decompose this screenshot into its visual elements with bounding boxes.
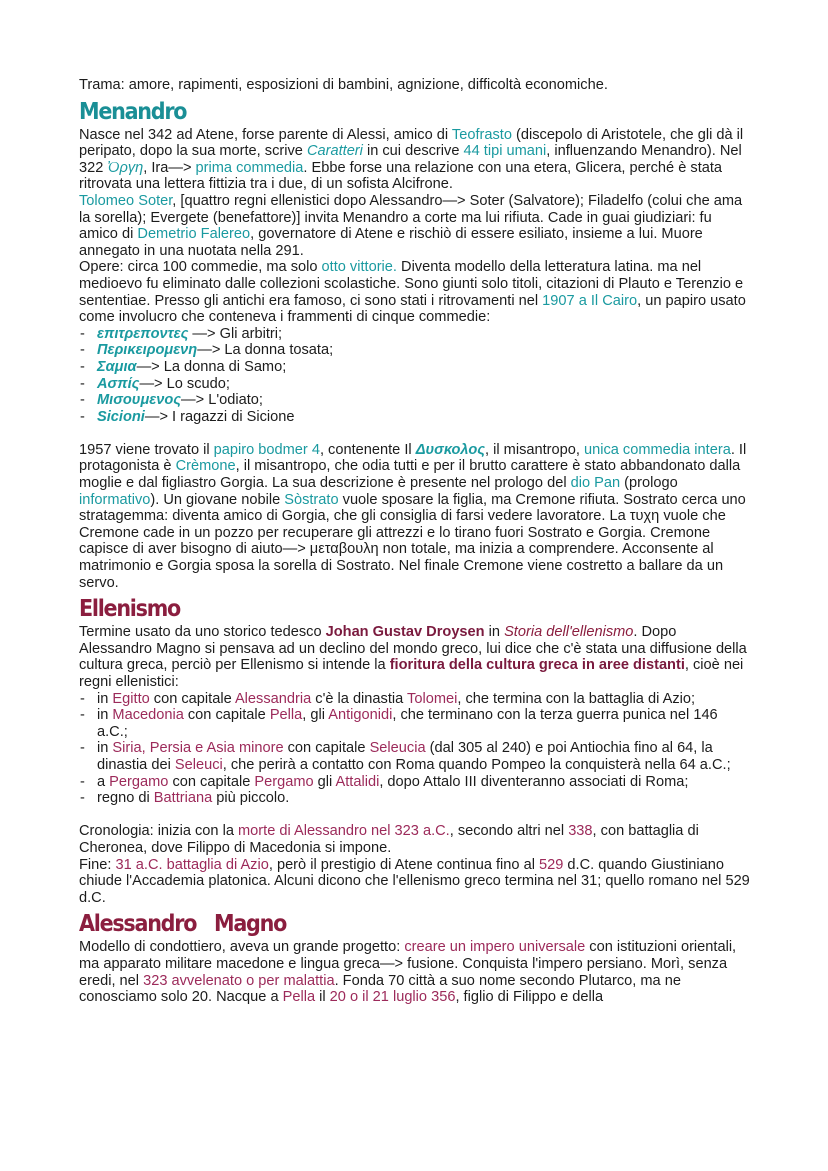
highlight-sostrato: Sòstrato [284,491,339,508]
list-item: - Σαμια—> La donna di Samo; [79,359,750,376]
highlight-caratteri: Caratteri [306,143,363,160]
spacer [79,425,750,442]
menandro-bio-paragraph: Nasce nel 342 ad Atene, forse parente di Alessi, amico di Teofrasto (discepolo di Aristotele, che gli dà il peripato, dopo la sua morte, scrive Caratteri in cui descrive 44 tipi umani, influenzando Menandro). Nel 322 Ὀργη, Ira—> prima commedia. Ebbe forse una relazione con una etera, Glicera, perché è stata ritrovata una lettera fittizia tra i due, di un sofista Alcifrone. [79,126,744,193]
highlight-papiro-bodmer: papiro bodmer 4 [213,441,320,458]
list-item: - Περικειρομενη—> La donna tosata; [79,342,750,359]
highlight-azio: 31 a.C. battaglia di Azio [115,856,269,873]
highlight-tipi-umani: 44 tipi umani [463,143,547,160]
highlight-impero-universale: creare un impero universale [404,939,586,956]
highlight-otto-vittorie: otto vittorie. [321,259,397,276]
highlight-dio-pan: dio Pan [570,475,621,492]
list-item: - in Egitto con capitale Alessandria c'è la dinastia Tolomei, che termina con la battaglia di Azio; [79,691,750,708]
regni-list [79,691,750,807]
highlight-luglio-356: 20 o il 21 luglio 356 [329,989,456,1006]
highlight-prima-commedia: prima commedia [195,159,304,176]
highlight-529: 529 [539,856,564,873]
highlight-fioritura: fioritura della cultura greca in aree distanti [389,657,685,674]
list-item: - a Pergamo con capitale Pergamo gli Attalidi, dopo Attalo III diventeranno associati di Roma; [79,774,750,791]
list-item: - Μισουμενος—> L'odiato; [79,392,750,409]
highlight-323: 323 avvelenato o per malattia [143,972,335,989]
section-title-ellenismo: Ellenismo [79,596,180,623]
highlight-dyskolos: Δυσκολος [415,441,486,458]
highlight-pella: Pella [282,989,316,1006]
list-item: - Ασπίς—> Lo scudo; [79,376,750,393]
list-item: - in Macedonia con capitale Pella, gli Antigonidi, che terminano con la terza guerra punica nel 146 a.C.; [79,707,750,740]
alessandro-paragraph: Modello di condottiero, aveva un grande progetto: creare un impero universale con istituzioni orientali, ma apparato militare macedone e lingua greca—> fusione. Conquista l'impero persiano. Morì, senza eredi, nel 323 avvelenato o per malattia. Fonda 70 città a suo nome secondo Plutarco, ma ne conosciamo solo 20. Nacque a Pella il 20 o il 21 luglio 356, figlio di Filippo e della [79,939,737,1006]
highlight-teofrasto: Teofrasto [451,126,512,143]
highlight-demetrio-falereo: Demetrio Falereo [137,226,251,243]
list-item: - Sicioni—> I ragazzi di Sicione [79,409,750,426]
highlight-tolomeo-soter: Tolomeo Soter [79,192,173,209]
menandro-tolomeo-paragraph: Tolomeo Soter, [quattro regni ellenistici dopo Alessandro—> Soter (Salvatore); Filadelfo (colui che ama la sorella); Evergete (benefattore)] invita Menandro a corte ma lui rifiuta. Cade in guai giudiziari: fu amico di Demetrio Falereo, governatore di Atene e rischiò di essere esiliato, insieme a lui. Muore annegato in una nuotata nella 291. [79,192,743,259]
highlight-droysen: Johan Gustav Droysen [325,624,485,641]
highlight-morte-alessandro: morte di Alessandro nel 323 a.C. [238,823,450,840]
cronologia-paragraph: Cronologia: inizia con la morte di Alessandro nel 323 a.C., secondo altri nel 338, con battaglia di Cheronea, dove Filippo di Macedonia si impone. [79,823,699,856]
list-item: - in Siria, Persia e Asia minore con capitale Seleucia (dal 305 al 240) e poi Antiochia fino al 64, la dinastia dei Seleuci, che perirà a contatto con Roma quando Pompeo la conquisterà nella 64 a.C.; [79,740,750,773]
highlight-338: 338 [568,823,593,840]
list-item: - regno di Battriana più piccolo. [79,790,750,807]
fine-paragraph: Fine: 31 a.C. battaglia di Azio, però il prestigio di Atene continua fino al 529 d.C. quando Giustiniano chiude l'Accademia platonica. Alcuni dicono che l'ellenismo greco termina nel 31; quello romano nel 529 d.C. [79,856,750,906]
spacer [79,807,750,824]
highlight-unica-commedia: unica commedia intera [583,441,731,458]
ellenismo-intro-paragraph: Termine usato da uno storico tedesco Johan Gustav Droysen in Storia dell'ellenismo. Dopo Alessandro Magno si pensava ad un declino del mondo greco, lui dice che c'è stata una diffusione della cultura greca, perciò per Ellenismo si intende la fioritura della cultura greca in aree distanti, cioè nei regni ellenistici: [79,624,747,690]
highlight-informativo: informativo [79,491,151,508]
highlight-orge: Ὀργη [107,159,144,176]
trama-paragraph: Trama: amore, rapimenti, esposizioni di bambini, agnizione, difficoltà economiche. [79,77,608,93]
highlight-1907-cairo: 1907 a Il Cairo [542,292,638,309]
menandro-opere-paragraph: Opere: circa 100 commedie, ma solo otto vittorie. Diventa modello della letteratura latina. ma nel medioevo fu eliminato dalle collezioni scolastiche. Sono giunti solo titoli, citazioni di Plauto e Terenzio e sententiae. Presso gli antichi era famoso, ci sono stati i ritrovamenti nel 1907 a Il Cairo, un papiro usato come involucro che conteneva i frammenti di cinque commedie: [79,259,746,326]
dyskolos-paragraph: 1957 viene trovato il papiro bodmer 4, contenente Il Δυσκολος, il misantropo, unica commedia intera. Il protagonista è Crèmone, il misantropo, che odia tutti e per il brutto carattere è stato abbandonato dalla moglie e dal figliastro Gorgia. La sua descrizione è presente nel prologo del dio Pan (prologo informativo). Un giovane nobile Sòstrato vuole sposare la figlia, ma Cremone rifiuta. Sostrato cerca uno stratagemma: diventa amico di Gorgia, che gli consiglia di farsi vedere lavoratore. La τυχη vuole che Cremone cade in un pozzo per recuperare gli attrezzi e lo tirano fuori Sostrato e Gorgia. Cremone capisce di aver bisogno di aiuto—> μεταβουλη non totale, ma inizia a comprendere. Acconsente al matrimonio e Gorgia sposa la sorella di Sostrato. Nel finale Cremone viene costretto a ballare da un servo. [79,441,747,591]
commedie-list [79,326,750,426]
highlight-cremone: Crèmone [175,458,236,475]
highlight-storia-ellenismo: Storia dell'ellenismo [504,624,634,641]
section-title-alessandro: Alessandro Magno [79,911,287,938]
section-title-menandro: Menandro [79,98,187,125]
list-item: - επιτρεποντες —> Gli arbitri; [79,326,750,343]
